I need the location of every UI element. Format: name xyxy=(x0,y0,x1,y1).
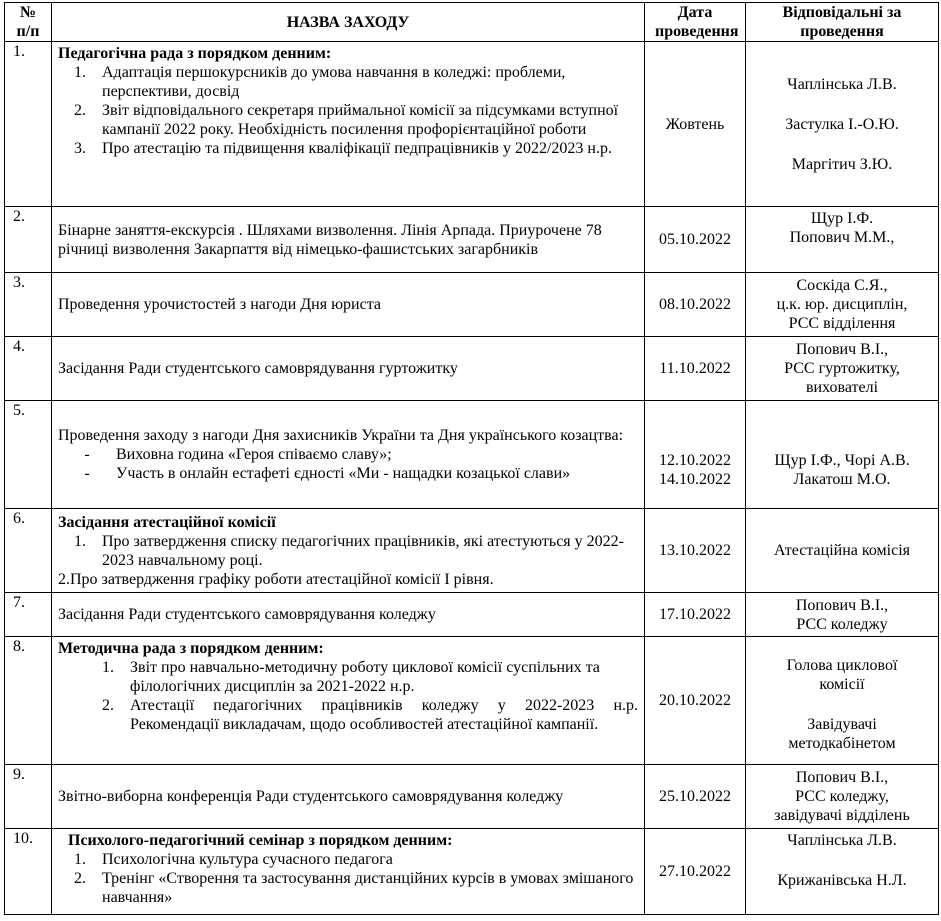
row-num: 8. xyxy=(5,637,52,765)
row-num: 10. xyxy=(5,829,52,915)
row-name: Бінарне заняття-екскурсія . Шляхами визволення. Лінія Арпада. Приурочене 78 річниці визволення Закарпаття від німецько-фашистських загарбників xyxy=(52,207,645,273)
row-num: 7. xyxy=(5,593,52,637)
row-num: 3. xyxy=(5,273,52,337)
row-title: Педагогічна рада з порядком денним: xyxy=(58,45,332,62)
row-title: Засідання атестаційної комісії xyxy=(58,513,276,531)
list-item xyxy=(58,63,638,101)
row-resp xyxy=(746,401,939,509)
list-marker: 3. xyxy=(74,140,86,157)
resp-line: Попович В.І., xyxy=(795,769,889,786)
row-num: 6. xyxy=(5,509,52,593)
row-date: 27.10.2022 xyxy=(645,829,746,915)
row-num: 4. xyxy=(5,337,52,401)
resp-line: Попович М.М., xyxy=(789,229,895,246)
resp-line: РСС відділення xyxy=(788,315,896,332)
list-text: Атестації педагогічних працівників коледжу у 2022-2023 н.р. Рекомендації викладачам, щодо особливостей атестаційної кампанії. xyxy=(130,697,638,733)
resp-line: РСС коледжу xyxy=(796,615,888,633)
date-line: 14.10.2022 xyxy=(659,470,731,488)
row-num: 9. xyxy=(5,765,52,829)
row-resp xyxy=(746,337,939,401)
list-marker: 2. xyxy=(74,102,86,119)
list-text: Психологічна культура сучасного педагога xyxy=(102,851,393,868)
row-date: 17.10.2022 xyxy=(645,593,746,637)
row-resp xyxy=(746,207,939,273)
row-name xyxy=(52,509,645,593)
list-text: Про затвердження списку педагогічних працівників, які атестуються у 2022-2023 навчальному році. xyxy=(102,532,624,569)
row-date: 13.10.2022 xyxy=(645,509,746,593)
list-marker: - xyxy=(84,465,90,482)
row-name: Проведення урочистостей з нагоди Дня юриста xyxy=(52,273,645,337)
resp-line: Крижанівська Н.Л. xyxy=(777,872,907,889)
header-resp-label: Відповідальні за проведення xyxy=(782,4,902,40)
table-row xyxy=(5,593,939,637)
list-marker: 1. xyxy=(74,64,86,81)
row-name xyxy=(52,829,645,915)
list-text: Участь в онлайн естафеті єдності «Ми - нащадки козацької слави» xyxy=(116,465,571,482)
events-table xyxy=(4,2,939,915)
resp-line: ц.к. юр. дисциплін, xyxy=(776,296,908,313)
table-row xyxy=(5,207,939,273)
resp-line: Маргітич З.Ю. xyxy=(791,155,893,173)
list-text: Звіт про навчально-методичну роботу циклової комісії суспільних та філологічних дисциплін за 2021-2022 н.р. xyxy=(130,659,600,695)
list-item xyxy=(58,696,638,734)
row-text: Проведення заходу з нагоди Дня захисників України та Дня українського козацтва: xyxy=(58,427,624,444)
list-item xyxy=(58,658,638,696)
resp-line: Застулка І.-О.Ю. xyxy=(785,115,899,133)
list-marker: 1. xyxy=(102,659,114,676)
row-resp xyxy=(746,637,939,765)
table-header xyxy=(5,3,939,42)
header-date xyxy=(645,3,746,42)
list-item xyxy=(58,532,638,570)
date-line: 12.10.2022 xyxy=(659,451,731,469)
resp-line: Попович В.І., xyxy=(795,596,889,614)
resp-line: Попович В.І., xyxy=(795,341,889,358)
header-resp xyxy=(746,3,939,42)
table-row xyxy=(5,829,939,915)
resp-line: Атестаційна комісія xyxy=(773,542,910,559)
row-num: 2. xyxy=(5,207,52,273)
table-row xyxy=(5,765,939,829)
row-date xyxy=(645,401,746,509)
resp-line: Чаплінська Л.В. xyxy=(787,75,897,93)
row-name xyxy=(52,765,645,829)
row-num: 1. xyxy=(5,42,52,207)
row-name xyxy=(52,42,645,207)
row-name xyxy=(52,401,645,509)
resp-line: Щур І.Ф., Чорі А.В. xyxy=(774,451,910,469)
list-item xyxy=(58,139,638,158)
row-date: Жовтень xyxy=(645,42,746,207)
list-marker: 2. xyxy=(74,870,86,887)
resp-line: Лакатош М.О. xyxy=(793,470,891,488)
list-item xyxy=(58,850,638,869)
resp-line: завідувачі відділень xyxy=(774,807,910,824)
resp-line: РСС коледжу, xyxy=(795,788,889,805)
row-title: Психолого-педагогічний семінар з порядком денним: xyxy=(68,832,453,849)
row-date: 25.10.2022 xyxy=(645,765,746,829)
table-row xyxy=(5,401,939,509)
row-resp xyxy=(746,509,939,593)
table-row xyxy=(5,42,939,207)
table-row xyxy=(5,337,939,401)
list-marker: 1. xyxy=(74,851,86,868)
resp-line: Щур І.Ф. xyxy=(810,210,874,227)
list-text: Адаптація першокурсників до умова навчання в коледжі: проблеми, перспективи, досвід xyxy=(102,64,566,100)
resp-line: вихователі xyxy=(805,379,879,396)
table-row xyxy=(5,509,939,593)
row-resp xyxy=(746,42,939,207)
row-name xyxy=(52,637,645,765)
list-text: Про атестацію та підвищення кваліфікації педпрацівників у 2022/2023 н.р. xyxy=(102,140,612,157)
resp-line: комісії xyxy=(819,676,865,693)
header-num-label: № п/п xyxy=(16,4,40,40)
list-text: Виховна година «Героя співаємо славу»; xyxy=(116,446,392,463)
resp-line: методкабінетом xyxy=(788,735,896,752)
resp-line: Соскіда С.Я., xyxy=(796,277,888,294)
resp-line: Завідувачі xyxy=(807,716,877,733)
list-marker: - xyxy=(84,446,90,463)
resp-line: Голова циклової xyxy=(786,657,898,674)
row-name: Засідання Ради студентського самоврядування коледжу xyxy=(52,593,645,637)
header-num xyxy=(5,3,52,42)
header-name: НАЗВА ЗАХОДУ xyxy=(52,3,645,42)
list-item xyxy=(58,445,638,464)
row-num: 5. xyxy=(5,401,52,509)
table-row xyxy=(5,273,939,337)
row-resp xyxy=(746,829,939,915)
list-item xyxy=(58,101,638,139)
header-date-label: Дата проведення xyxy=(655,4,739,40)
row-date: 11.10.2022 xyxy=(645,337,746,401)
row-title: Методична рада з порядком денним: xyxy=(58,640,324,657)
list-item xyxy=(58,869,638,907)
row-after: 2.Про затвердження графіку роботи атестаційної комісії І рівня. xyxy=(58,570,494,588)
row-name: Засідання Ради студентського самоврядування гуртожитку xyxy=(52,337,645,401)
list-text: Звіт відповідального секретаря приймальної комісії за підсумками вступної кампанії 2022 року. Необхідність посилення профорієнтаційної роботи xyxy=(102,102,619,138)
row-resp xyxy=(746,593,939,637)
list-text: Тренінг «Створення та застосування дистанційних курсів в умовах змішаного навчання» xyxy=(102,870,634,906)
row-date: 20.10.2022 xyxy=(645,637,746,765)
row-date: 08.10.2022 xyxy=(645,273,746,337)
list-marker: 1. xyxy=(74,532,86,550)
row-resp xyxy=(746,273,939,337)
row-resp xyxy=(746,765,939,829)
list-item xyxy=(58,464,638,483)
resp-line: РСС гуртожитку, xyxy=(784,360,900,377)
table-row xyxy=(5,637,939,765)
row-date: 05.10.2022 xyxy=(645,207,746,273)
list-marker: 2. xyxy=(102,697,114,714)
resp-line: Чаплінська Л.В. xyxy=(787,832,897,849)
row-text: Звітно-виборна конференція Ради студентського самоврядування коледжу xyxy=(58,788,564,805)
